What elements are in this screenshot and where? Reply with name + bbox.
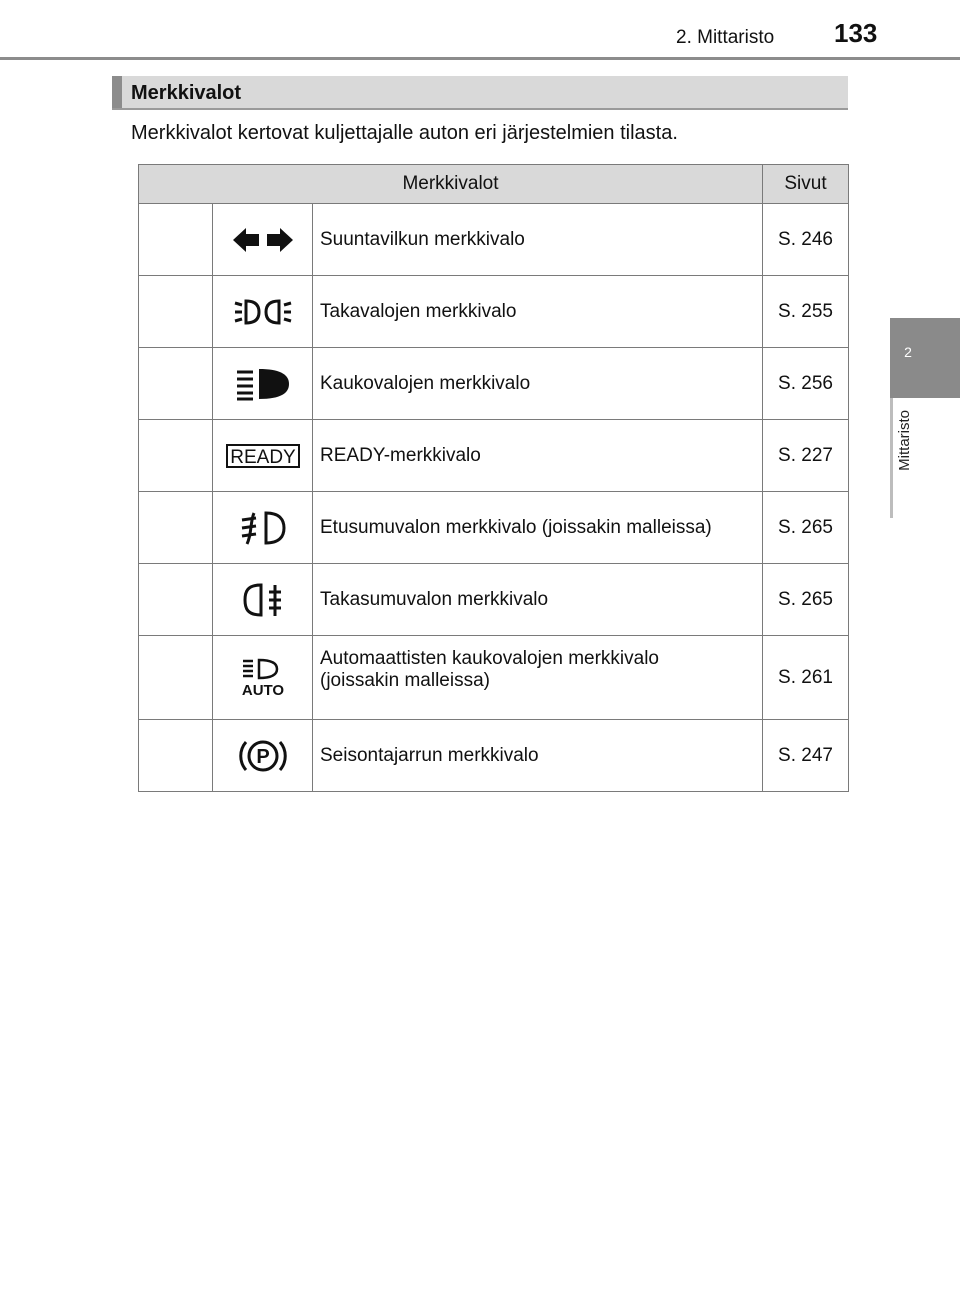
section-heading-bar (112, 76, 848, 110)
indicator-name: READY-merkkivalo (313, 420, 763, 492)
blank-cell (139, 420, 213, 492)
indicator-name: Etusumuvalon merkkivalo (joissakin malleissa) (313, 492, 763, 564)
page-reference: S. 247 (763, 720, 849, 792)
chapter-tab (890, 318, 960, 398)
table-row (139, 276, 849, 348)
chapter-tab-label: Mittaristo (896, 410, 913, 471)
indicator-name: Suuntavilkun merkkivalo (313, 204, 763, 276)
indicator-name-line-1: Automaattisten kaukovalojen merkkivalo (320, 648, 660, 669)
running-header-section: 2. Mittaristo (676, 27, 775, 48)
front-fog-light-icon (240, 510, 286, 546)
blank-cell (139, 564, 213, 636)
blank-cell (139, 276, 213, 348)
page-reference: S. 265 (763, 564, 849, 636)
intro-paragraph: Merkkivalot kertovat kuljettajalle auton eri järjestelmien tilasta. (131, 122, 678, 144)
page-reference: S. 265 (763, 492, 849, 564)
table-row (139, 636, 849, 720)
blank-cell (139, 636, 213, 720)
header-divider (0, 57, 960, 60)
table-row (139, 564, 849, 636)
table-row (139, 492, 849, 564)
page-reference: S. 246 (763, 204, 849, 276)
table-row (139, 204, 849, 276)
rear-fog-light-icon (243, 582, 283, 618)
indicator-name: Takavalojen merkkivalo (313, 276, 763, 348)
table-header-row (139, 165, 849, 204)
blank-cell (139, 720, 213, 792)
table-row (139, 720, 849, 792)
high-beam-icon (235, 367, 291, 401)
ready-icon (226, 444, 300, 468)
blank-cell (139, 348, 213, 420)
page-reference: S. 261 (763, 636, 849, 720)
indicator-name: Seisontajarrun merkkivalo (313, 720, 763, 792)
tail-light-icon (233, 297, 293, 327)
indicator-name: Takasumuvalon merkkivalo (313, 564, 763, 636)
indicator-name: Kaukovalojen merkkivalo (313, 348, 763, 420)
chapter-tab-number: 2 (904, 344, 912, 360)
chapter-rail (890, 398, 893, 518)
page-number: 133 (834, 18, 878, 48)
blank-cell (139, 204, 213, 276)
indicator-name (313, 636, 763, 720)
section-title: Merkkivalot (131, 82, 242, 104)
auto-high-beam-icon (239, 658, 287, 698)
table-row (139, 420, 849, 492)
page-reference: S. 255 (763, 276, 849, 348)
table-row (139, 348, 849, 420)
indicator-name-line-2: (joissakin malleissa) (320, 670, 490, 691)
column-header-pages: Sivut (763, 165, 849, 204)
parking-brake-icon-text: P (255, 745, 270, 768)
auto-icon-text: AUTO (241, 681, 284, 698)
indicator-table (138, 164, 849, 792)
page-reference: S. 227 (763, 420, 849, 492)
page-reference: S. 256 (763, 348, 849, 420)
parking-brake-icon (238, 737, 288, 775)
ready-icon-text: READY (229, 446, 296, 468)
column-header-indicator: Merkkivalot (139, 165, 763, 204)
blank-cell (139, 492, 213, 564)
turn-signal-arrows-icon (233, 227, 293, 253)
